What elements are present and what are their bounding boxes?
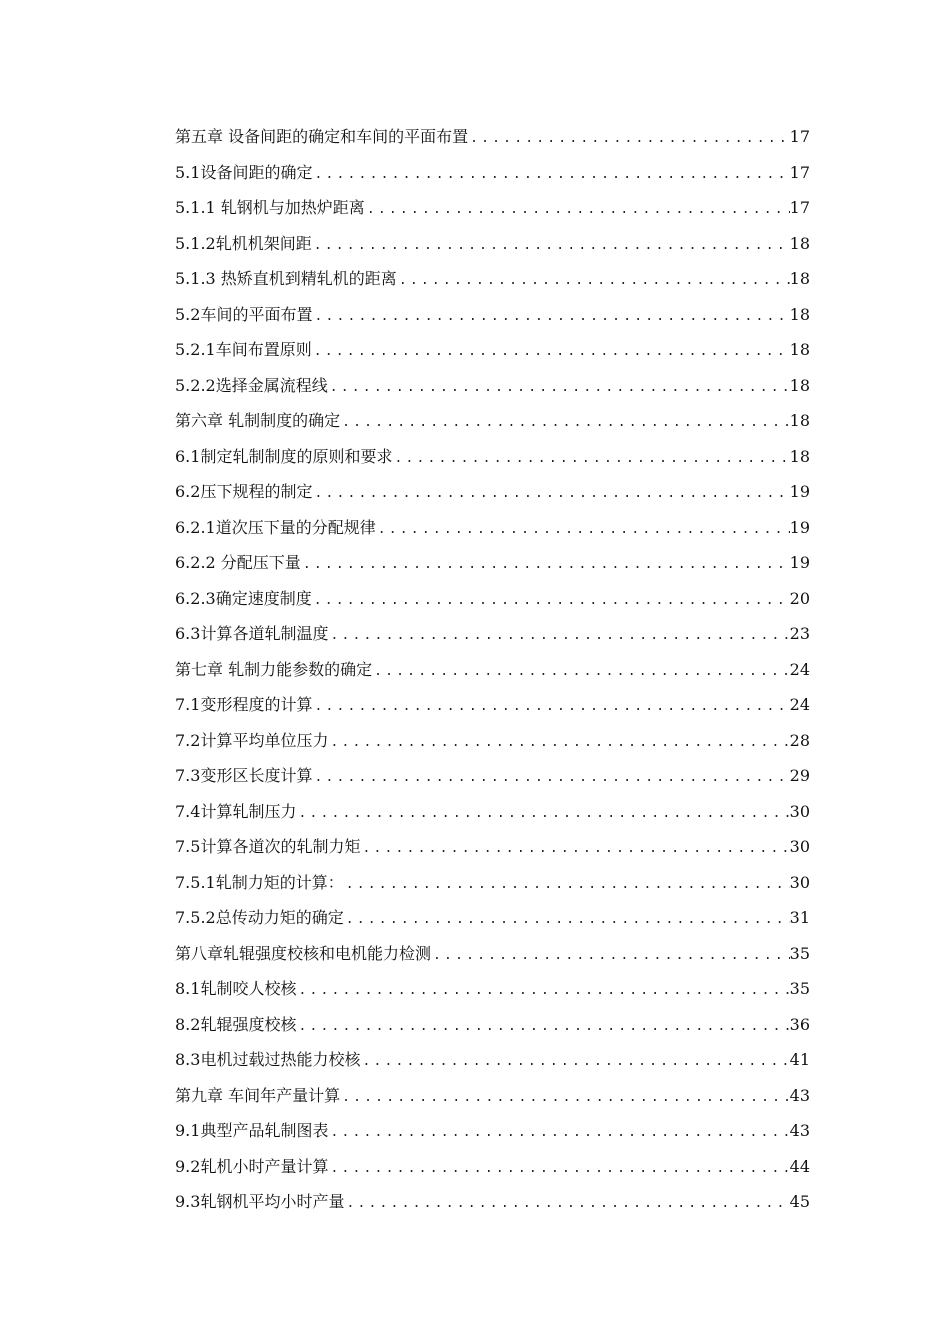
toc-entry-page: 41 <box>789 1050 810 1069</box>
toc-entry-page: 23 <box>789 624 810 643</box>
toc-dot-leader <box>312 476 789 512</box>
toc-entry[interactable] <box>175 297 810 333</box>
toc-entry-title: 6.2.1道次压下量的分配规律 <box>175 517 376 537</box>
toc-entry[interactable] <box>175 900 810 936</box>
toc-entry-title: 第六章 轧制制度的确定 <box>175 411 341 430</box>
toc-entry[interactable] <box>175 1007 810 1043</box>
toc-entry-title: 7.5计算各道次的轧制力矩 <box>175 837 361 856</box>
toc-entry-title: 第七章 轧制力能参数的确定 <box>175 659 373 679</box>
toc-entry[interactable] <box>175 758 810 794</box>
toc-entry-page: 18 <box>789 446 810 466</box>
toc-entry-title: 第五章 设备间距的确定和车间的平面布置 <box>175 127 469 146</box>
toc-entry-title: 5.2.2选择金属流程线 <box>175 375 328 395</box>
toc-entry-page: 43 <box>789 1085 810 1105</box>
toc-dot-leader <box>360 831 789 867</box>
toc-entry-page: 30 <box>789 837 810 856</box>
toc-entry-page: 19 <box>789 553 810 572</box>
toc-entry-title: 8.1轧制咬人校核 <box>175 979 297 998</box>
toc-entry[interactable] <box>175 474 810 510</box>
toc-entry-title: 第八章轧辊强度校核和电机能力检测 <box>175 943 432 963</box>
toc-entry-page: 17 <box>789 127 810 146</box>
toc-entry-title: 6.2压下规程的制定 <box>175 482 313 501</box>
toc-dot-leader <box>312 689 789 725</box>
toc-entry[interactable] <box>175 687 810 723</box>
toc-entry[interactable] <box>175 439 810 475</box>
toc-dot-leader <box>301 547 790 583</box>
toc-entry-title: 6.3计算各道轧制温度 <box>175 624 329 643</box>
toc-entry-page: 18 <box>789 375 810 395</box>
toc-dot-leader <box>328 618 789 654</box>
toc-entry-title: 6.1制定轧制制度的原则和要求 <box>175 446 393 466</box>
toc-entry-page: 30 <box>789 801 810 821</box>
toc-dot-leader <box>312 299 789 335</box>
toc-entry-title: 第九章 车间年产量计算 <box>175 1085 341 1105</box>
toc-dot-leader <box>344 867 790 903</box>
toc-entry[interactable] <box>175 332 810 368</box>
toc-entry-title: 9.3轧钢机平均小时产量 <box>175 1192 345 1211</box>
toc-dot-leader <box>312 228 790 264</box>
toc-entry-page: 18 <box>789 411 810 430</box>
toc-entry-title: 6.2.3确定速度制度 <box>175 588 312 608</box>
toc-entry-page: 19 <box>789 517 810 537</box>
toc-entry[interactable] <box>175 723 810 759</box>
toc-dot-leader <box>360 1044 789 1080</box>
toc-dot-leader <box>296 1009 789 1045</box>
toc-dot-leader <box>328 370 790 406</box>
toc-dot-leader <box>312 760 789 796</box>
toc-entry[interactable] <box>175 616 810 652</box>
toc-entry[interactable] <box>175 936 810 972</box>
toc-entry-page: 31 <box>789 908 810 927</box>
toc-entry[interactable] <box>175 829 810 865</box>
toc-entry[interactable] <box>175 226 810 262</box>
toc-entry-title: 5.1.2轧机机架间距 <box>175 233 312 253</box>
toc-entry-page: 19 <box>789 482 810 501</box>
toc-entry-title: 7.4计算轧制压力 <box>175 801 297 821</box>
toc-dot-leader <box>372 654 790 690</box>
toc-entry-title: 5.2.1车间布置原则 <box>175 340 312 359</box>
toc-dot-leader <box>328 1151 789 1187</box>
table-of-contents <box>175 119 810 1220</box>
toc-entry[interactable] <box>175 155 810 191</box>
toc-dot-leader <box>312 334 790 370</box>
toc-entry-page: 18 <box>789 233 810 253</box>
toc-dot-leader <box>468 121 790 157</box>
toc-entry-title: 9.1典型产品轧制图表 <box>175 1121 329 1140</box>
toc-entry[interactable] <box>175 1042 810 1078</box>
toc-entry-page: 35 <box>789 979 810 998</box>
toc-dot-leader <box>392 441 789 477</box>
toc-dot-leader <box>328 725 789 761</box>
toc-entry[interactable] <box>175 652 810 688</box>
toc-entry-title: 7.5.1轧制力矩的计算： <box>175 872 344 892</box>
toc-entry-page: 29 <box>789 766 810 785</box>
toc-entry[interactable] <box>175 1078 810 1114</box>
toc-dot-leader <box>340 405 790 441</box>
toc-entry-page: 20 <box>789 588 810 608</box>
toc-entry-page: 18 <box>789 269 810 288</box>
toc-entry-title: 7.2计算平均单位压力 <box>175 730 329 750</box>
toc-entry[interactable] <box>175 403 810 439</box>
toc-entry-title: 7.5.2总传动力矩的确定 <box>175 908 344 927</box>
toc-entry-page: 18 <box>789 304 810 324</box>
toc-entry-page: 35 <box>789 943 810 963</box>
toc-entry-title: 5.1设备间距的确定 <box>175 162 313 182</box>
toc-dot-leader <box>296 973 789 1009</box>
toc-entry-title: 9.2轧机小时产量计算 <box>175 1156 329 1176</box>
toc-entry-page: 30 <box>789 872 810 892</box>
toc-entry-title: 5.1.1 轧钢机与加热炉距离 <box>175 198 365 217</box>
toc-entry-page: 17 <box>789 162 810 182</box>
toc-entry[interactable] <box>175 190 810 226</box>
toc-entry-page: 24 <box>789 695 810 714</box>
toc-entry[interactable] <box>175 261 810 297</box>
toc-entry-page: 28 <box>789 730 810 750</box>
toc-entry-title: 5.1.3 热矫直机到精轧机的距离 <box>175 269 397 288</box>
toc-dot-leader <box>376 512 790 548</box>
toc-entry-page: 17 <box>789 198 810 217</box>
toc-entry-title: 7.3变形区长度计算 <box>175 766 313 785</box>
toc-dot-leader <box>312 157 789 193</box>
toc-entry[interactable] <box>175 119 810 155</box>
toc-entry-page: 44 <box>789 1156 810 1176</box>
toc-dot-leader <box>431 938 790 974</box>
toc-entry-page: 18 <box>789 340 810 359</box>
toc-dot-leader <box>344 1186 789 1222</box>
toc-dot-leader <box>296 796 789 832</box>
toc-entry-title: 5.2车间的平面布置 <box>175 304 313 324</box>
toc-dot-leader <box>397 263 790 299</box>
toc-entry[interactable] <box>175 1113 810 1149</box>
toc-entry-title: 6.2.2 分配压下量 <box>175 553 301 572</box>
toc-dot-leader <box>365 192 790 228</box>
toc-entry-title: 8.3电机过载过热能力校核 <box>175 1050 361 1069</box>
toc-entry[interactable] <box>175 510 810 546</box>
toc-dot-leader <box>328 1115 789 1151</box>
toc-entry-title: 7.1变形程度的计算 <box>175 695 313 714</box>
toc-entry[interactable] <box>175 1149 810 1185</box>
toc-entry[interactable] <box>175 1184 810 1220</box>
toc-dot-leader <box>312 583 790 619</box>
toc-entry-page: 45 <box>789 1192 810 1211</box>
toc-dot-leader <box>344 902 790 938</box>
toc-entry-page: 43 <box>789 1121 810 1140</box>
toc-dot-leader <box>340 1080 790 1116</box>
toc-entry[interactable] <box>175 971 810 1007</box>
toc-entry[interactable] <box>175 581 810 617</box>
toc-entry-page: 24 <box>789 659 810 679</box>
toc-entry-title: 8.2轧辊强度校核 <box>175 1014 297 1034</box>
toc-entry[interactable] <box>175 794 810 830</box>
toc-entry[interactable] <box>175 368 810 404</box>
toc-entry[interactable] <box>175 545 810 581</box>
toc-entry-page: 36 <box>789 1014 810 1034</box>
toc-entry[interactable] <box>175 865 810 901</box>
